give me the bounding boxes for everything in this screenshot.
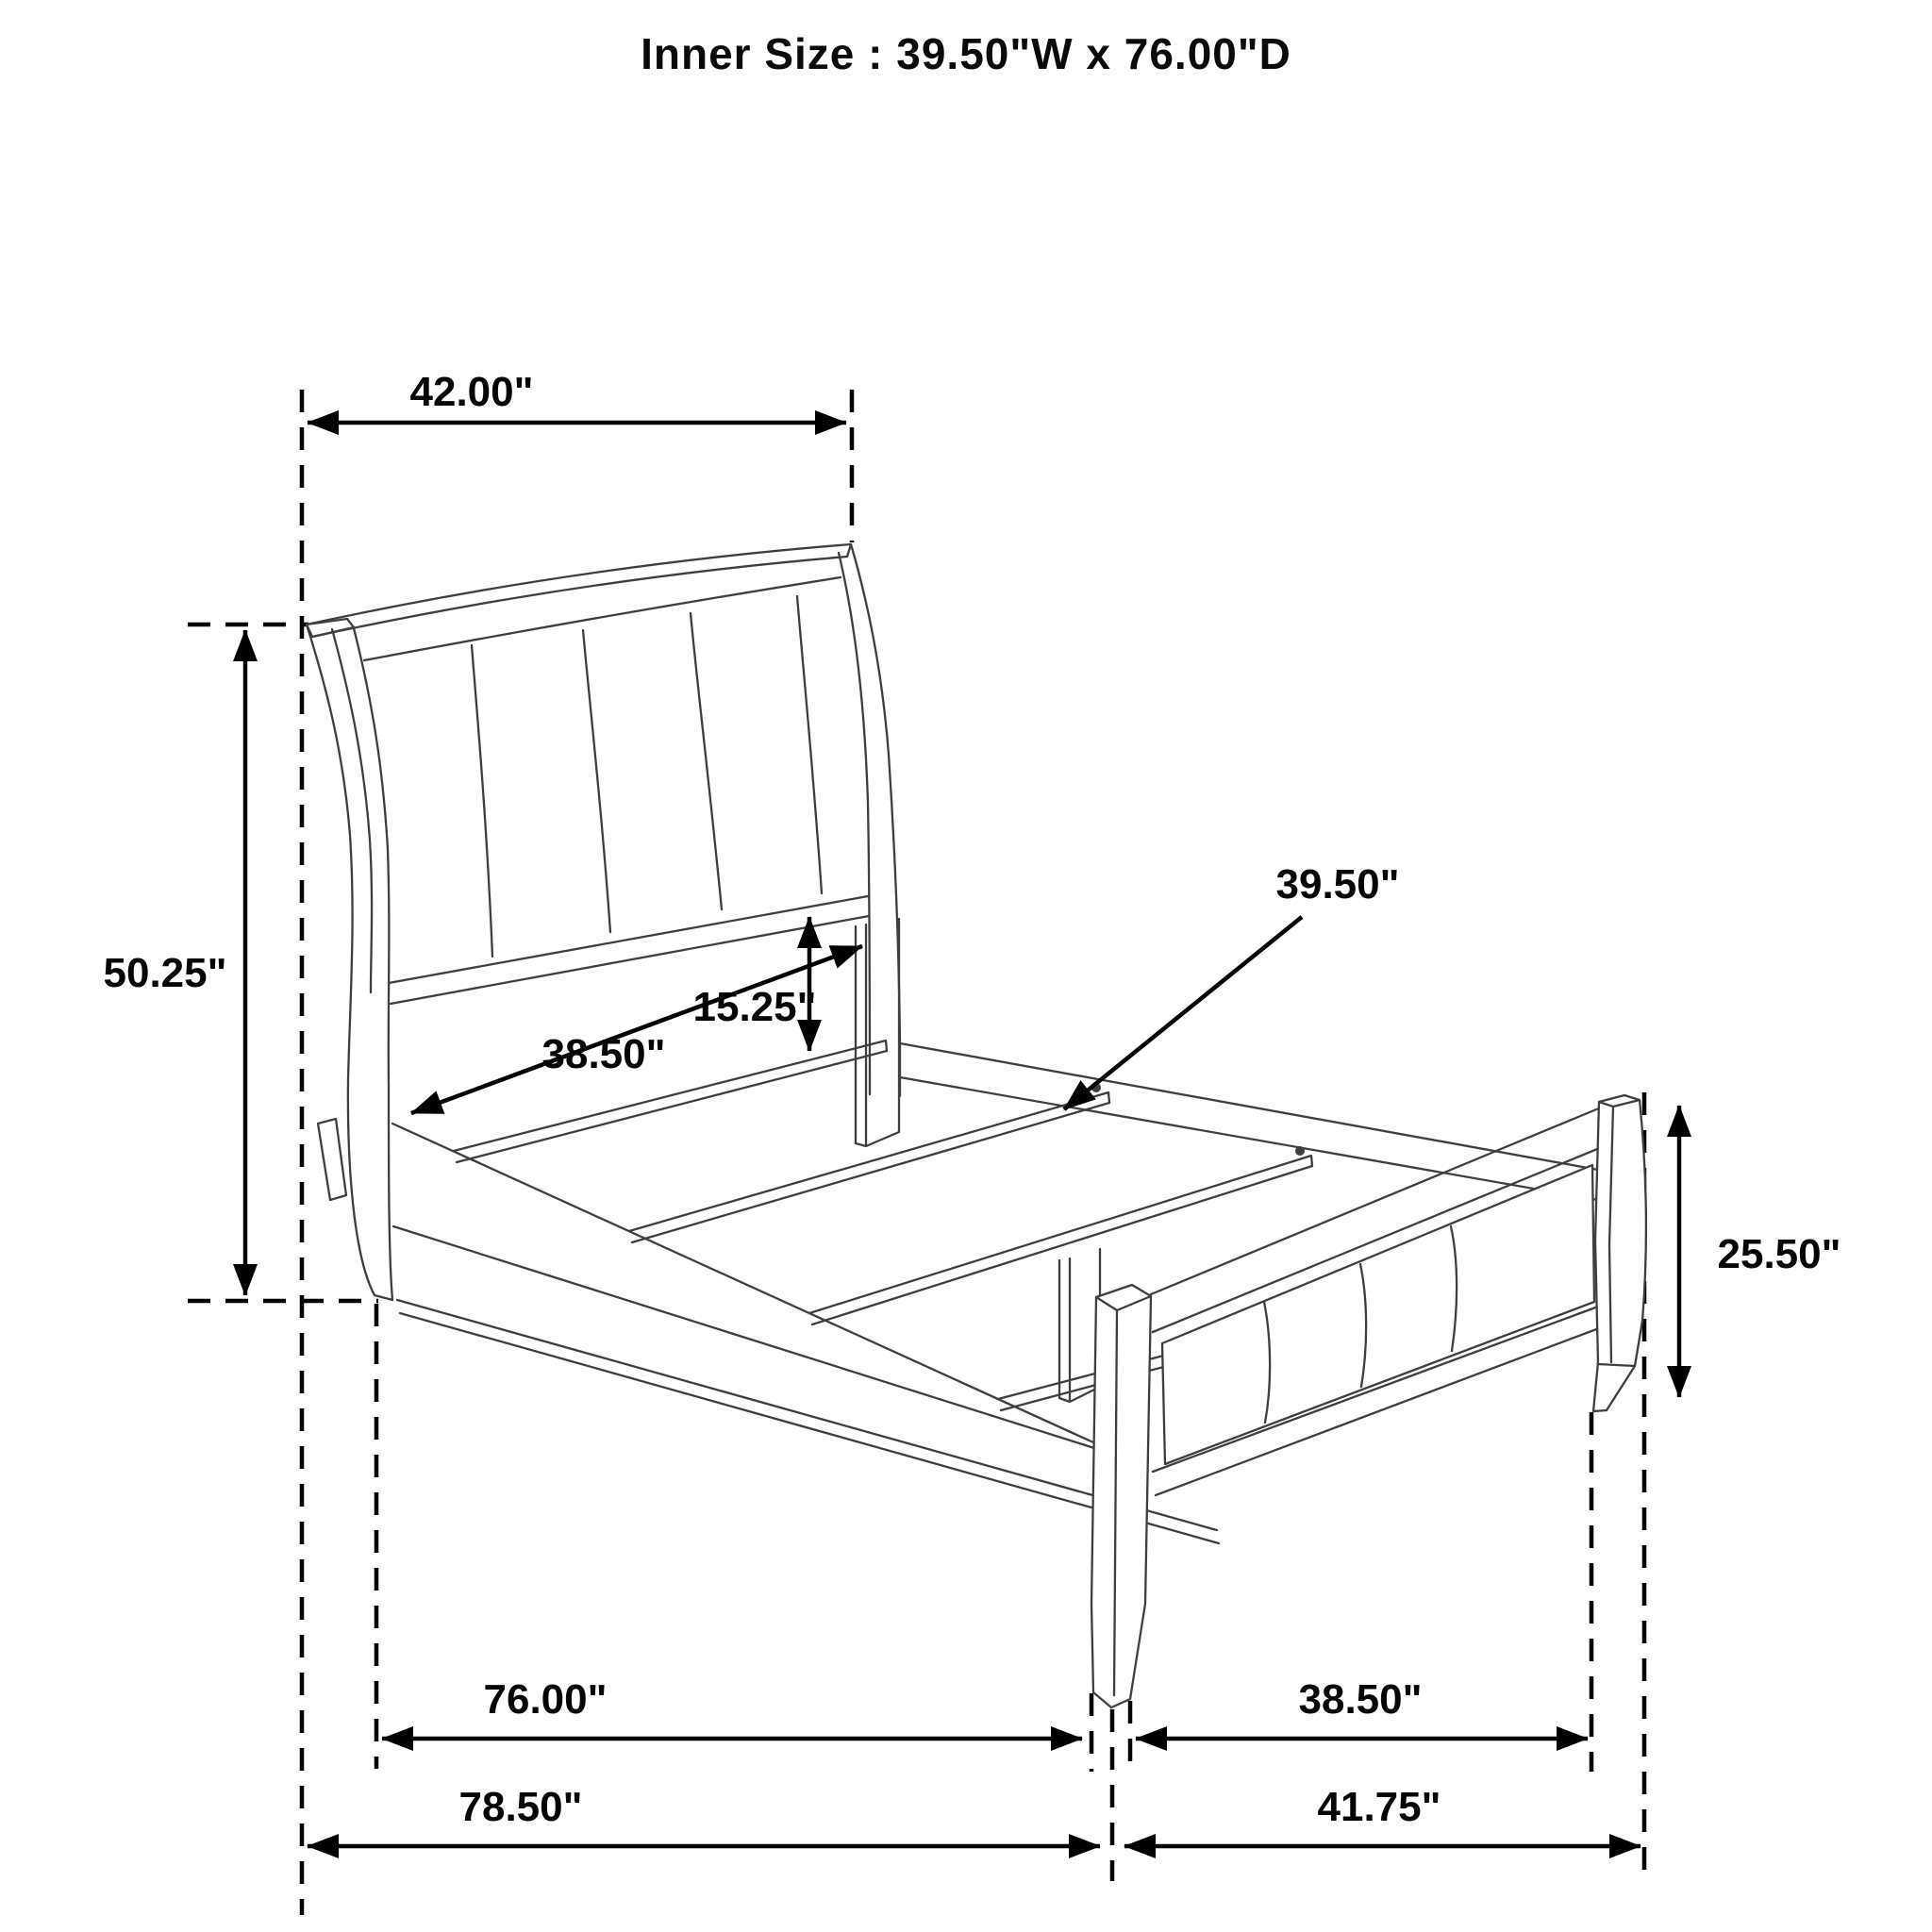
headboard-cap-front-edge bbox=[312, 544, 851, 637]
footboard-left-post bbox=[1091, 1285, 1151, 1707]
back-rail-bottom-edge bbox=[900, 1077, 1598, 1200]
dimension-footboard-inner-width bbox=[1136, 1676, 1588, 1739]
slat-screw-dot-2 bbox=[1295, 1146, 1305, 1156]
headboard-seam-2 bbox=[583, 630, 610, 932]
page-title: Inner Size : 39.50"W x 76.00"D bbox=[641, 29, 1291, 78]
dimension-overall-width bbox=[1124, 1784, 1641, 1846]
label-footboard-height: 25.50" bbox=[1717, 1231, 1841, 1277]
headboard-center-leg bbox=[856, 919, 899, 1146]
slat-3 bbox=[809, 1156, 1312, 1324]
headboard-seam-1 bbox=[472, 645, 492, 957]
label-overall-width: 41.75" bbox=[1317, 1784, 1441, 1830]
leader-slat-length bbox=[1064, 917, 1302, 1109]
headboard-cap-top-edge bbox=[307, 544, 851, 625]
footboard-panel bbox=[1162, 1165, 1594, 1464]
headboard-panel-top-frame bbox=[364, 577, 841, 660]
footboard bbox=[1091, 1095, 1646, 1707]
front-rail-end-cap bbox=[318, 1119, 346, 1200]
back-rail-top-edge bbox=[900, 1043, 1598, 1170]
headboard-cap-left-end bbox=[307, 619, 354, 637]
slat-1 bbox=[454, 1041, 887, 1162]
label-headboard-inner-width: 38.50" bbox=[541, 1031, 666, 1077]
slat-2 bbox=[629, 1092, 1109, 1242]
front-rail-inner-top-edge bbox=[392, 1124, 1093, 1442]
label-slat-length: 39.50" bbox=[1275, 861, 1400, 908]
dimension-slat-length bbox=[1064, 861, 1399, 1109]
label-headboard-height: 50.25" bbox=[103, 950, 227, 996]
headboard-right-post-outer bbox=[851, 544, 900, 1096]
label-rail-length: 76.00" bbox=[483, 1676, 608, 1723]
dimension-headboard-width bbox=[308, 369, 846, 423]
label-overall-length: 78.50" bbox=[458, 1784, 583, 1830]
label-headboard-width: 42.00" bbox=[409, 369, 534, 415]
label-footboard-inner-width: 38.50" bbox=[1298, 1676, 1423, 1723]
dimension-rail-length bbox=[382, 1676, 1082, 1739]
bed-drawing bbox=[307, 544, 1646, 1707]
dimension-headboard-height bbox=[104, 630, 245, 1295]
dimension-overall-length bbox=[308, 1784, 1100, 1846]
label-panel-to-slat: 15.25" bbox=[692, 984, 817, 1030]
headboard-left-post-inner bbox=[354, 628, 392, 1300]
dimension-footboard-height bbox=[1679, 1106, 1840, 1397]
headboard-seam-4 bbox=[797, 596, 822, 893]
front-rail-outer-top-edge bbox=[393, 1226, 1094, 1448]
headboard-seam-3 bbox=[691, 613, 722, 909]
